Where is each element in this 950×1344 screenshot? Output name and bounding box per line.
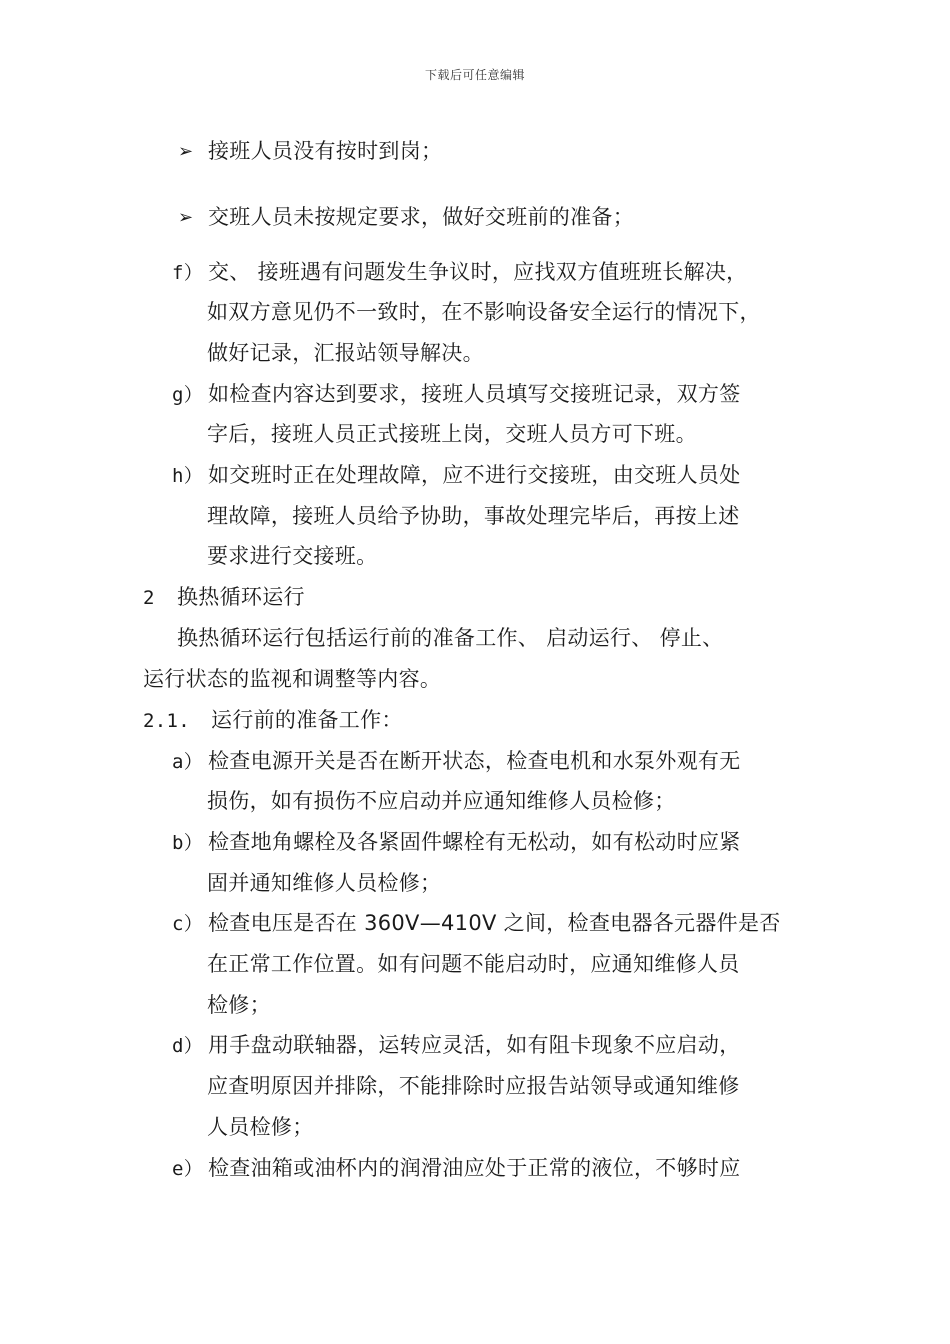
list-item-e — [172, 1154, 741, 1183]
list-text-line: 检查地角螺栓及各紧固件螺栓有无松动，如有松动时应紧 — [208, 830, 741, 854]
bullet-text: 接班人员没有按时到岗； — [208, 139, 443, 163]
paragraph-line: 换热循环运行包括运行前的准备工作、 启动运行、 停止、 — [177, 626, 724, 650]
section-title: 运行前的准备工作： — [211, 708, 403, 732]
arrow-bullet-icon: ➢ — [178, 207, 194, 228]
list-text-line: 检修； — [207, 993, 271, 1017]
list-text-line: 用手盘动联轴器，运转应灵活，如有阻卡现象不应启动， — [208, 1033, 741, 1057]
list-text-line: 字后，接班人员正式接班上岗，交班人员方可下班。 — [207, 422, 697, 446]
list-marker: f） — [172, 262, 204, 284]
list-marker: a） — [172, 751, 204, 773]
list-text-line: 做好记录，汇报站领导解决。 — [207, 341, 484, 365]
list-item-h — [172, 461, 741, 490]
list-text-line: 损伤，如有损伤不应启动并应通知维修人员检修； — [207, 789, 676, 813]
list-item-g — [172, 380, 741, 409]
list-text-line: 固并通知维修人员检修； — [207, 871, 442, 895]
list-text-line: 检查电压是否在 360V—410V 之间，检查电器各元器件是否 — [208, 911, 781, 935]
list-text-line: 人员检修； — [207, 1115, 314, 1139]
list-text-line: 应查明原因并排除，不能排除时应报告站领导或通知维修 — [207, 1074, 740, 1098]
section-heading-2-1 — [143, 706, 403, 735]
list-item-c — [172, 909, 781, 938]
list-text-line: 交、 接班遇有问题发生争议时，应找双方值班班长解决， — [208, 260, 748, 284]
section-title: 换热循环运行 — [177, 585, 305, 609]
bullet-item — [178, 137, 442, 166]
list-item-b — [172, 828, 741, 857]
list-marker: e） — [172, 1158, 204, 1180]
list-text-line: 要求进行交接班。 — [207, 544, 378, 568]
list-text-line: 如双方意见仍不一致时，在不影响设备安全运行的情况下， — [207, 300, 761, 324]
bullet-item — [178, 203, 634, 232]
list-marker: g） — [172, 384, 204, 406]
list-text-line: 如检查内容达到要求，接班人员填写交接班记录，双方签 — [208, 382, 741, 406]
page-header-note: 下载后可任意编辑 — [424, 68, 525, 82]
list-text-line: 检查油箱或油杯内的润滑油应处于正常的液位，不够时应 — [208, 1156, 741, 1180]
section-number: 2.1. — [143, 710, 190, 732]
list-marker: b） — [172, 832, 204, 854]
list-marker: c） — [172, 913, 204, 935]
list-item-f — [172, 258, 747, 287]
list-item-d — [172, 1031, 741, 1060]
arrow-bullet-icon: ➢ — [178, 141, 194, 162]
list-text-line: 检查电源开关是否在断开状态，检查电机和水泵外观有无 — [208, 749, 741, 773]
bullet-text: 交班人员未按规定要求，做好交班前的准备； — [208, 205, 634, 229]
list-text-line: 如交班时正在处理故障，应不进行交接班，由交班人员处 — [208, 463, 741, 487]
paragraph-line: 运行状态的监视和调整等内容。 — [143, 667, 442, 691]
list-text-line: 在正常工作位置。如有问题不能启动时，应通知维修人员 — [207, 952, 740, 976]
section-number: 2 — [143, 587, 155, 609]
section-heading-2 — [143, 583, 305, 612]
list-text-line: 理故障，接班人员给予协助，事故处理完毕后，再按上述 — [207, 504, 740, 528]
list-item-a — [172, 747, 741, 776]
list-marker: h） — [172, 465, 204, 487]
list-marker: d） — [172, 1035, 204, 1057]
